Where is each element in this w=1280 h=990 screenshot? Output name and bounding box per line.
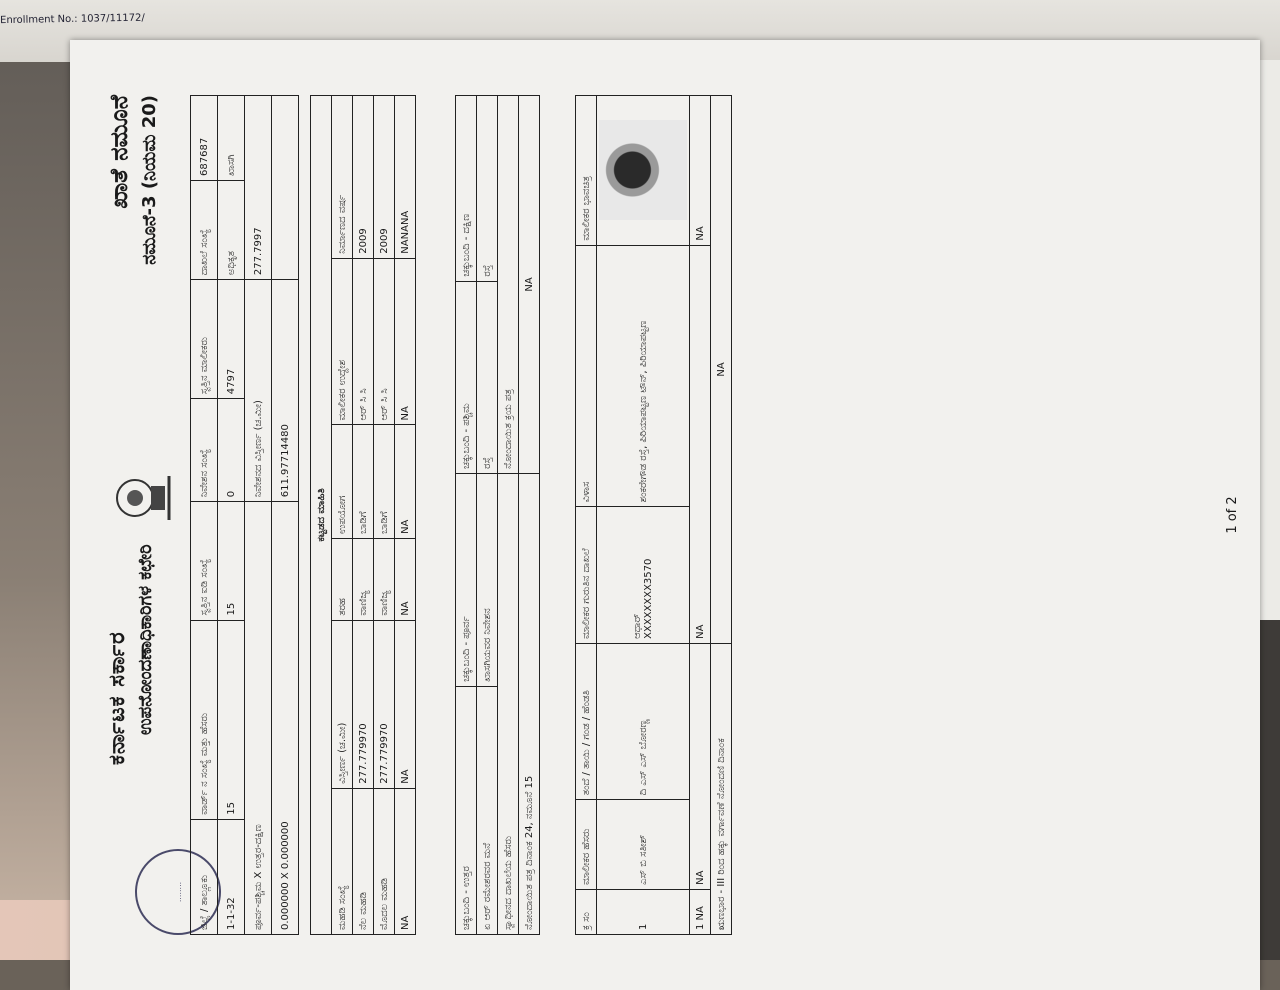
office-title: ಉಪನೋಂದಣಾಧಿಕಾರಿಗಳ ಕಛೇರಿ [135, 544, 156, 735]
owner-header: ಕ್ರ ಸಂ [576, 889, 597, 934]
khata-document [70, 40, 1260, 990]
owner-id-number: XXXXXXXX3570 [643, 558, 654, 639]
owners-table [575, 95, 732, 935]
owner-relation: ದಿ ಎಸ್ ಎಸ್ ಬೋರಣ್ಣ [597, 643, 690, 799]
boundary-south-value: ರಸ್ತೆ [477, 96, 498, 282]
na-cell: NA [690, 96, 711, 246]
building-table [310, 95, 416, 935]
boundaries-table [455, 95, 540, 935]
area-cell: 277.779970 [374, 620, 395, 788]
form-subtitle: ನಮೂನೆ-3 (ನಿಯಮ 20) [139, 95, 160, 265]
owner-serial: 1 [597, 889, 690, 934]
loan-label: ಋಣಭಾರ - III ರಿಂದ ಹಕ್ಕು ವರ್ಗಾವಣೆ ನೋಂದಣಿ ದಿನಾಂಕ [711, 643, 732, 934]
table-row [597, 96, 690, 935]
owner-id-cell [597, 507, 690, 644]
label-ward: ವಾರ್ಡ್ ನ ಸಂಖ್ಯೆ ಮತ್ತು ಹೆಸರು [191, 620, 218, 819]
building-section-title: ಕಟ್ಟಡದ ಮಾಹಿತಿ [311, 96, 332, 935]
record-number: 687687 [191, 96, 218, 181]
building-header: ವಿಸ್ತೀರ್ಣ (ಚ.ಮೀ) [332, 620, 353, 788]
document-sheet [105, 95, 1240, 935]
usage-cell: ಬಾಡಿಗೆ [374, 425, 395, 538]
na-row [395, 96, 416, 935]
owner-type-value: ಖಾಸಗಿ [218, 96, 245, 181]
id-value: 1-1-32 [218, 819, 245, 934]
status-value: ಅಧಿಕೃತ [218, 180, 245, 279]
boundary-north-label: ಚಕ್ಕುಬಂದಿ - ಉತ್ತರ [456, 686, 477, 934]
government-title: ಕರ್ನಾಟಕ ಸರ್ಕಾರ [105, 631, 130, 765]
table-row [374, 96, 395, 935]
empty-cell [272, 96, 299, 280]
label-district: ಜಿಲ್ಲೆ / ತಾಲ್ಲೂಕು [191, 819, 218, 934]
year-cell: 2009 [353, 96, 374, 259]
boundary-west-label: ಚಕ್ಕುಬಂದಿ - ಪಶ್ಚಿಮ [456, 281, 477, 473]
owner-header: ವಿಳಾಸ [576, 245, 597, 507]
owner-header: ಮಾಲೀಕರ ಗುರುತಿನ ದಾಖಲೆ [576, 507, 597, 644]
emblem-icon [105, 461, 179, 535]
ward-value: 15 [218, 620, 245, 819]
owner-header: ತಂದೆ / ತಾಯಿ / ಗಂಡ / ಹೆಂಡತಿ [576, 643, 597, 799]
na-cell: NA [395, 425, 416, 538]
ward-value-2: 15 [218, 502, 245, 620]
area-label: ನಿವೇಶನದ ವಿಸ್ತೀರ್ಣ (ಚ.ಮೀ) [245, 280, 272, 502]
type-cell: ವಾಣಿಜ್ಯ [374, 538, 395, 620]
na-cell: NA [395, 538, 416, 620]
loan-value: NA [711, 96, 732, 644]
building-header: ಉಪಯೋಗ [332, 425, 353, 538]
year-cell: 2009 [374, 96, 395, 259]
na-cell: NA [690, 643, 711, 889]
owner-id-type: ಆಧಾರ್ [632, 613, 643, 639]
structure-cell: ಆರ್ ಸಿ ಸಿ [374, 258, 395, 425]
number-value: 4797 [218, 280, 245, 399]
structure-cell: ಆರ್ ಸಿ ಸಿ [353, 258, 374, 425]
seal-stamp-icon: ........ [135, 849, 221, 935]
building-header: ತರಹ [332, 538, 353, 620]
certificate-text: Enrollment No.: 1037/11172/ [0, 12, 145, 27]
owner-address: ಶಂಕರೇಗೌಡ ರಸ್ತೆ, ಪಿರಿಯಾಪಟ್ಟಣ ಟೌನ್, ಪಿರಿಯಾಪಟ್ಟಣ [597, 245, 690, 507]
acquisition-value: ನೋಂದಾಯಿತ ಕ್ರಯ ಪತ್ರ [498, 96, 519, 474]
label-plot: ನಿವೇಶನ ಸಂಖ್ಯೆ [191, 399, 218, 502]
building-header: ನಿರ್ಮಾಣದ ವರ್ಷ [332, 96, 353, 259]
label-owner: ಸ್ವತ್ತಿನ ಮಾಲೀಕರು [191, 280, 218, 399]
boundary-north-value: ಏ ಆರ್ ರಮೇಶರವರ ಮನೆ [477, 686, 498, 934]
owner-photo [599, 120, 687, 220]
boundary-east-value: ಖಾಸಗಿಯವರ ನಿವೇಶನ [477, 473, 498, 686]
na-row [690, 96, 711, 935]
area-value: 611.97714480 [272, 280, 299, 502]
form-title: ಖಾತೆ ನಮೂನೆ [105, 95, 133, 209]
na-cell: NA [395, 258, 416, 425]
boundary-south-label: ಚಕ್ಕುಬಂದಿ - ದಕ್ಷಿಣ [456, 96, 477, 282]
label-property-id: ಸ್ವತ್ತಿನ ಐಡಿ ಸಂಖ್ಯೆ [191, 502, 218, 620]
table-row [353, 96, 374, 935]
floor-cell: ಮೊದಲ ಮಹಡಿ [374, 788, 395, 934]
property-info-table [190, 95, 299, 935]
desk-background [0, 0, 70, 960]
usage-cell: ಬಾಡಿಗೆ [353, 425, 374, 538]
floor-cell: ನೆಲ ಮಹಡಿ [353, 788, 374, 934]
owner-header: ಮಾಲೀಕರ ಹೆಸರು [576, 800, 597, 890]
owner-header: ಮಾಲೀಕರ ಭಾವಚಿತ್ರ [576, 96, 597, 246]
label-record: ದಾಖಲೆ ಸಂಖ್ಯೆ [191, 180, 218, 279]
registration-value: NA [519, 96, 540, 474]
na-cell: 1 NA [690, 889, 711, 934]
registration-label: ನೋಂದಾಯಿತ ಪತ್ರ ದಿನಾಂಕ 24, ನಮೂನೆ 15 [519, 473, 540, 934]
na-cell: NA [395, 788, 416, 934]
plot-value: 0 [218, 399, 245, 502]
boundary-west-value: ರಸ್ತೆ [477, 281, 498, 473]
type-cell: ವಾಣಿಜ್ಯ [353, 538, 374, 620]
builtup-value: 277.7997 [245, 96, 272, 280]
boundary-east-label: ಚಕ್ಕುಬಂದಿ - ಪೂರ್ವ [456, 473, 477, 686]
na-cell: NANANA [395, 96, 416, 259]
building-header: ಮಹಡಿ ಸಂಖ್ಯೆ [332, 788, 353, 934]
owner-name: ಎಸ್ ಬಿ ಸತೀಶ್ [597, 800, 690, 890]
area-cell: 277.779970 [353, 620, 374, 788]
owner-photo-cell [597, 96, 690, 246]
building-header: ಮಾಲೀಕರ ಉದ್ದೇಶ [332, 258, 353, 425]
page-number: 1 of 2 [1225, 496, 1240, 534]
dimension-label: ಪೂರ್ವ-ಪಶ್ಚಿಮ X ಉತ್ತರ-ದಕ್ಷಿಣ [245, 502, 272, 935]
na-cell: NA [395, 620, 416, 788]
acquisition-label: ಸ್ವಾಧೀನದ ದಾಖಲೆಯ ಹೆಸರು [498, 473, 519, 934]
na-cell: NA [690, 245, 711, 643]
dimension-value: 0.000000 X 0.000000 [272, 502, 299, 935]
